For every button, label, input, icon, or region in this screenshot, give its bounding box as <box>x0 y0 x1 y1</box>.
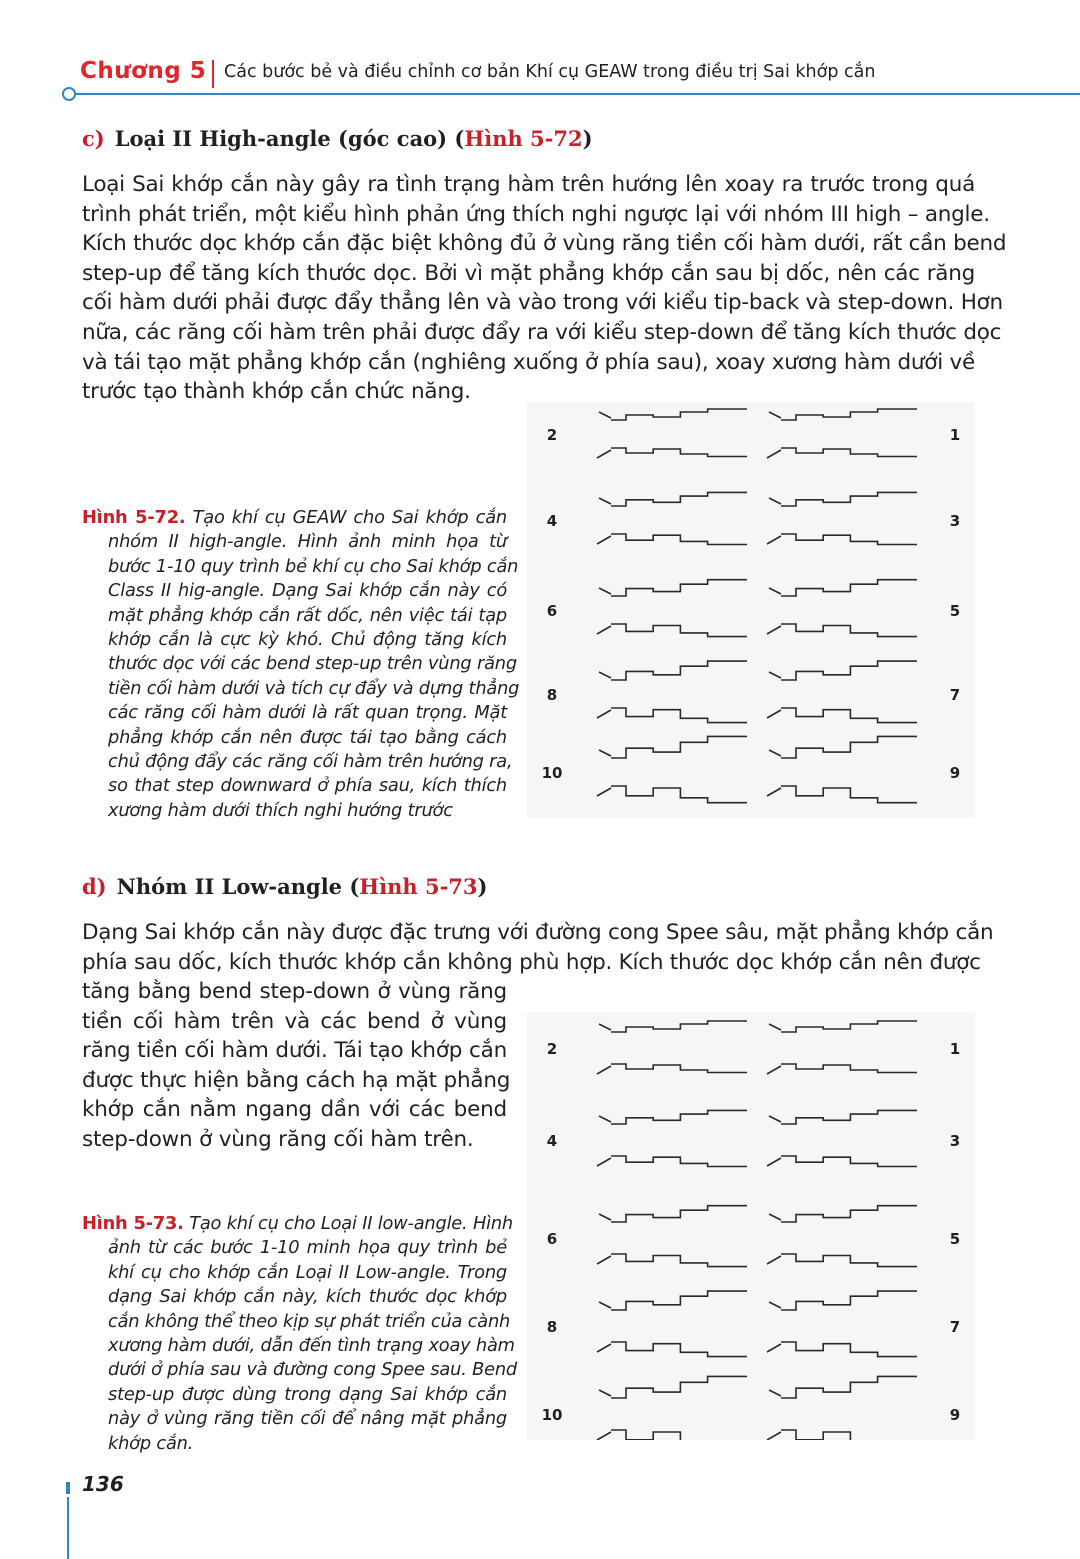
caption-line: chủ động đẩy các răng cối hàm trên hướng ra, <box>108 751 513 773</box>
caption-line: xương hàm dưới, dẫn đến tình trạng xoay hàm <box>108 1335 515 1357</box>
wire-hook <box>767 450 781 458</box>
caption-line: xương hàm dưới thích nghi hướng trước <box>108 799 453 821</box>
wire-hook <box>599 1024 611 1030</box>
wire-hook <box>769 750 781 756</box>
section-d-letter: d) <box>82 874 107 899</box>
page-margin-rule <box>67 1497 69 1559</box>
chapter-title: Các bước bẻ và điều chỉnh cơ bản Khí cụ GEAW trong điều trị Sai khớp cắn <box>224 62 876 82</box>
section-c-title: Loại II High-angle (góc cao) ( <box>114 126 465 151</box>
header-rule <box>68 93 1080 95</box>
section-c-close: ) <box>582 126 593 151</box>
wire-hook <box>599 1302 611 1308</box>
paragraph-line: Dạng Sai khớp cắn này được đặc trưng với đường cong Spee sâu, mặt phẳng khớp cắn <box>82 920 994 945</box>
lower-archwire <box>611 1430 747 1440</box>
wire-hook <box>769 588 781 594</box>
caption-line: thước dọc với các bend step-up trên vùng răng <box>108 653 517 675</box>
caption-line <box>82 506 507 530</box>
lower-archwire <box>781 1430 917 1440</box>
upper-archwire <box>781 492 917 506</box>
header-separator <box>212 60 214 88</box>
lower-archwire <box>611 786 747 803</box>
figure-label: Hình 5-73. <box>82 1213 184 1234</box>
paragraph-line: tiền cối hàm trên và các bend ở vùng <box>82 1008 507 1034</box>
section-d-title: Nhóm II Low-angle ( <box>116 874 360 899</box>
wire-hook <box>599 1390 611 1396</box>
lower-archwire <box>611 1254 747 1267</box>
paragraph-line: nữa, các răng cối hàm trên phải được đẩy ra với kiểu step-down để tăng kích thước dọc <box>82 320 1002 345</box>
upper-archwire <box>611 1376 747 1398</box>
wire-hook <box>599 750 611 756</box>
figure-label: Hình 5-72. <box>82 507 186 528</box>
wire-hook <box>597 1066 611 1074</box>
paragraph-line: được thực hiện bằng cách hạ mặt phẳng <box>82 1067 511 1093</box>
upper-archwire <box>781 736 917 758</box>
upper-archwire <box>611 580 747 596</box>
paragraph-line: phía sau dốc, kích thước khớp cắn không phù hợp. Kích thước dọc khớp cắn nên được <box>82 949 981 975</box>
upper-archwire <box>611 409 747 420</box>
wire-hook <box>597 450 611 458</box>
upper-archwire <box>781 1291 917 1310</box>
caption-line: Class II hig-angle. Dạng Sai khớp cắn này có <box>108 580 507 602</box>
paragraph-line: cối hàm dưới phải được đẩy thẳng lên và vào trong với kiểu tip-back và step-down. Hơn <box>82 290 1003 316</box>
section-c-letter: c) <box>82 126 105 151</box>
caption-line: dưới ở phía sau và đường cong Spee sau. Bend <box>108 1359 517 1381</box>
paragraph-line: răng tiền cối hàm dưới. Tái tạo khớp cắn <box>82 1038 507 1064</box>
caption-line: ảnh từ các bước 1-10 minh họa quy trình bẻ <box>108 1237 507 1259</box>
step-number: 7 <box>949 686 961 704</box>
step-number: 10 <box>541 1406 563 1424</box>
wire-hook <box>767 1432 781 1440</box>
step-number: 6 <box>546 1230 558 1248</box>
header-rule-dot <box>62 87 76 101</box>
step-number: 5 <box>949 1230 961 1248</box>
wire-hook <box>769 1214 781 1220</box>
lower-archwire <box>781 708 917 723</box>
upper-archwire <box>781 1110 917 1124</box>
upper-archwire <box>781 1376 917 1398</box>
wire-hook <box>599 498 611 504</box>
lower-archwire <box>781 1254 917 1267</box>
paragraph-line: tăng bằng bend step-down ở vùng răng <box>82 979 507 1004</box>
caption-line: các răng cối hàm dưới là rất quan trọng. Mặt <box>108 702 507 724</box>
step-number: 7 <box>949 1318 961 1336</box>
wire-hook <box>769 498 781 504</box>
step-number: 2 <box>546 426 558 444</box>
step-number: 9 <box>949 764 961 782</box>
page-number: 136 <box>82 1472 124 1496</box>
paragraph-line: trình phát triển, một kiểu hình phản ứng thích nghi ngược lại với nhóm III high – angle. <box>82 201 990 227</box>
step-number: 1 <box>949 426 961 444</box>
figure-5-73-wire-steps <box>527 1012 975 1440</box>
paragraph-line: step-up để tăng kích thước dọc. Bởi vì mặt phẳng khớp cắn sau bị dốc, nên các răng <box>82 260 975 286</box>
figure-5-73-caption <box>82 1212 517 1456</box>
caption-line: này ở vùng răng tiền cối để nâng mặt phẳng <box>108 1408 507 1430</box>
paragraph-line: khớp cắn nằm ngang dần với các bend <box>82 1097 507 1123</box>
wire-hook <box>767 626 781 634</box>
caption-line: phẳng khớp cắn nên được tái tạo bằng cách <box>108 726 507 748</box>
caption-line: so that step downward ở phía sau, kích thích <box>108 775 507 797</box>
wire-hook <box>599 588 611 594</box>
caption-line: dạng Sai khớp cắn này, kích thước dọc khớp <box>108 1286 507 1308</box>
wire-hook <box>597 710 611 718</box>
wire-hook <box>769 1116 781 1122</box>
figure-5-72 <box>527 402 975 818</box>
paragraph-line: Loại Sai khớp cắn này gây ra tình trạng hàm trên hướng lên xoay ra trước trong quá <box>82 172 975 197</box>
upper-archwire <box>611 661 747 680</box>
upper-archwire <box>611 1110 747 1124</box>
wire-hook <box>769 672 781 678</box>
wire-hook <box>597 536 611 544</box>
step-number: 4 <box>546 1132 558 1150</box>
step-number: 1 <box>949 1040 961 1058</box>
caption-line: khớp cắn. <box>108 1432 194 1454</box>
page-number-marker <box>66 1482 70 1494</box>
step-number: 5 <box>949 602 961 620</box>
step-number: 10 <box>541 764 563 782</box>
caption-line <box>82 1212 514 1236</box>
lower-archwire <box>781 448 917 457</box>
upper-archwire <box>611 1206 747 1222</box>
wire-hook <box>599 412 611 418</box>
lower-archwire <box>611 1342 747 1357</box>
section-d-close: ) <box>477 874 488 899</box>
lower-archwire <box>611 534 747 545</box>
wire-hook <box>767 1066 781 1074</box>
upper-archwire <box>611 736 747 758</box>
lower-archwire <box>611 708 747 723</box>
caption-line: cắn không thể theo kịp sự phát triển của cành <box>108 1310 511 1332</box>
wire-hook <box>767 1158 781 1166</box>
paragraph-line: và tái tạo mặt phẳng khớp cắn (nghiêng xuống ở phía sau), xoay xương hàm dưới về <box>82 349 975 375</box>
wire-hook <box>597 1158 611 1166</box>
upper-archwire <box>611 492 747 506</box>
caption-line: mặt phẳng khớp cắn rất dốc, nên việc tái tạp <box>108 604 507 626</box>
step-number: 3 <box>949 1132 961 1150</box>
lower-archwire <box>781 624 917 637</box>
wire-hook <box>767 788 781 796</box>
caption-line: khí cụ cho khớp cắn Loại II Low-angle. Trong <box>108 1261 507 1283</box>
upper-archwire <box>781 409 917 420</box>
wire-hook <box>597 788 611 796</box>
upper-archwire <box>781 580 917 596</box>
lower-archwire <box>781 786 917 803</box>
lower-archwire <box>781 1156 917 1167</box>
step-number: 3 <box>949 512 961 530</box>
wire-hook <box>767 710 781 718</box>
lower-archwire <box>781 1342 917 1357</box>
figure-5-73 <box>527 1012 975 1440</box>
wire-hook <box>767 536 781 544</box>
lower-archwire <box>781 1064 917 1073</box>
step-number: 9 <box>949 1406 961 1424</box>
wire-hook <box>597 626 611 634</box>
step-number: 2 <box>546 1040 558 1058</box>
lower-archwire <box>611 1156 747 1167</box>
caption-line: step-up được dùng trong dạng Sai khớp cắn <box>108 1383 507 1405</box>
section-d-heading <box>82 874 487 899</box>
caption-line: tiền cối hàm dưới và tích cự đẩy và dựng thẳng <box>108 677 520 699</box>
figure-5-72-caption <box>82 506 520 823</box>
section-d-figure-ref: Hình 5-73 <box>359 874 478 899</box>
wire-hook <box>599 672 611 678</box>
section-c-figure-ref: Hình 5-72 <box>464 126 583 151</box>
caption-line: nhóm II high-angle. Hình ảnh minh họa từ <box>108 531 507 553</box>
caption-line: khớp cắn là cực kỳ khó. Chủ động tăng kích <box>108 629 507 651</box>
wire-hook <box>599 1214 611 1220</box>
upper-archwire <box>781 661 917 680</box>
wire-hook <box>769 1390 781 1396</box>
caption-line: bước 1-10 quy trình bẻ khí cụ cho Sai khớp cắn <box>108 555 519 577</box>
wire-hook <box>597 1344 611 1352</box>
paragraph-line: trước tạo thành khớp cắn chức năng. <box>82 379 471 405</box>
wire-hook <box>767 1256 781 1264</box>
wire-hook <box>769 412 781 418</box>
upper-archwire <box>781 1021 917 1032</box>
lower-archwire <box>611 448 747 457</box>
upper-archwire <box>781 1206 917 1222</box>
lower-archwire <box>611 1064 747 1073</box>
lower-archwire <box>611 624 747 637</box>
wire-hook <box>769 1024 781 1030</box>
wire-hook <box>597 1432 611 1440</box>
wire-hook <box>599 1116 611 1122</box>
caption-text: Tạo khí cụ GEAW cho Sai khớp cắn <box>192 507 507 528</box>
step-number: 8 <box>546 686 558 704</box>
upper-archwire <box>611 1291 747 1310</box>
wire-hook <box>597 1256 611 1264</box>
paragraph-line: step-down ở vùng răng cối hàm trên. <box>82 1127 474 1152</box>
wire-hook <box>767 1344 781 1352</box>
figure-5-72-wire-steps <box>527 402 975 818</box>
wire-hook <box>769 1302 781 1308</box>
section-c-heading <box>82 126 593 151</box>
upper-archwire <box>611 1021 747 1032</box>
chapter-label: Chương 5 <box>80 58 207 84</box>
step-number: 6 <box>546 602 558 620</box>
step-number: 4 <box>546 512 558 530</box>
caption-text: Tạo khí cụ cho Loại II low-angle. Hình <box>189 1213 514 1234</box>
step-number: 8 <box>546 1318 558 1336</box>
lower-archwire <box>781 534 917 545</box>
paragraph-line: Kích thước dọc khớp cắn đặc biệt không đủ ở vùng răng tiền cối hàm dưới, rất cần bend <box>82 231 1007 257</box>
